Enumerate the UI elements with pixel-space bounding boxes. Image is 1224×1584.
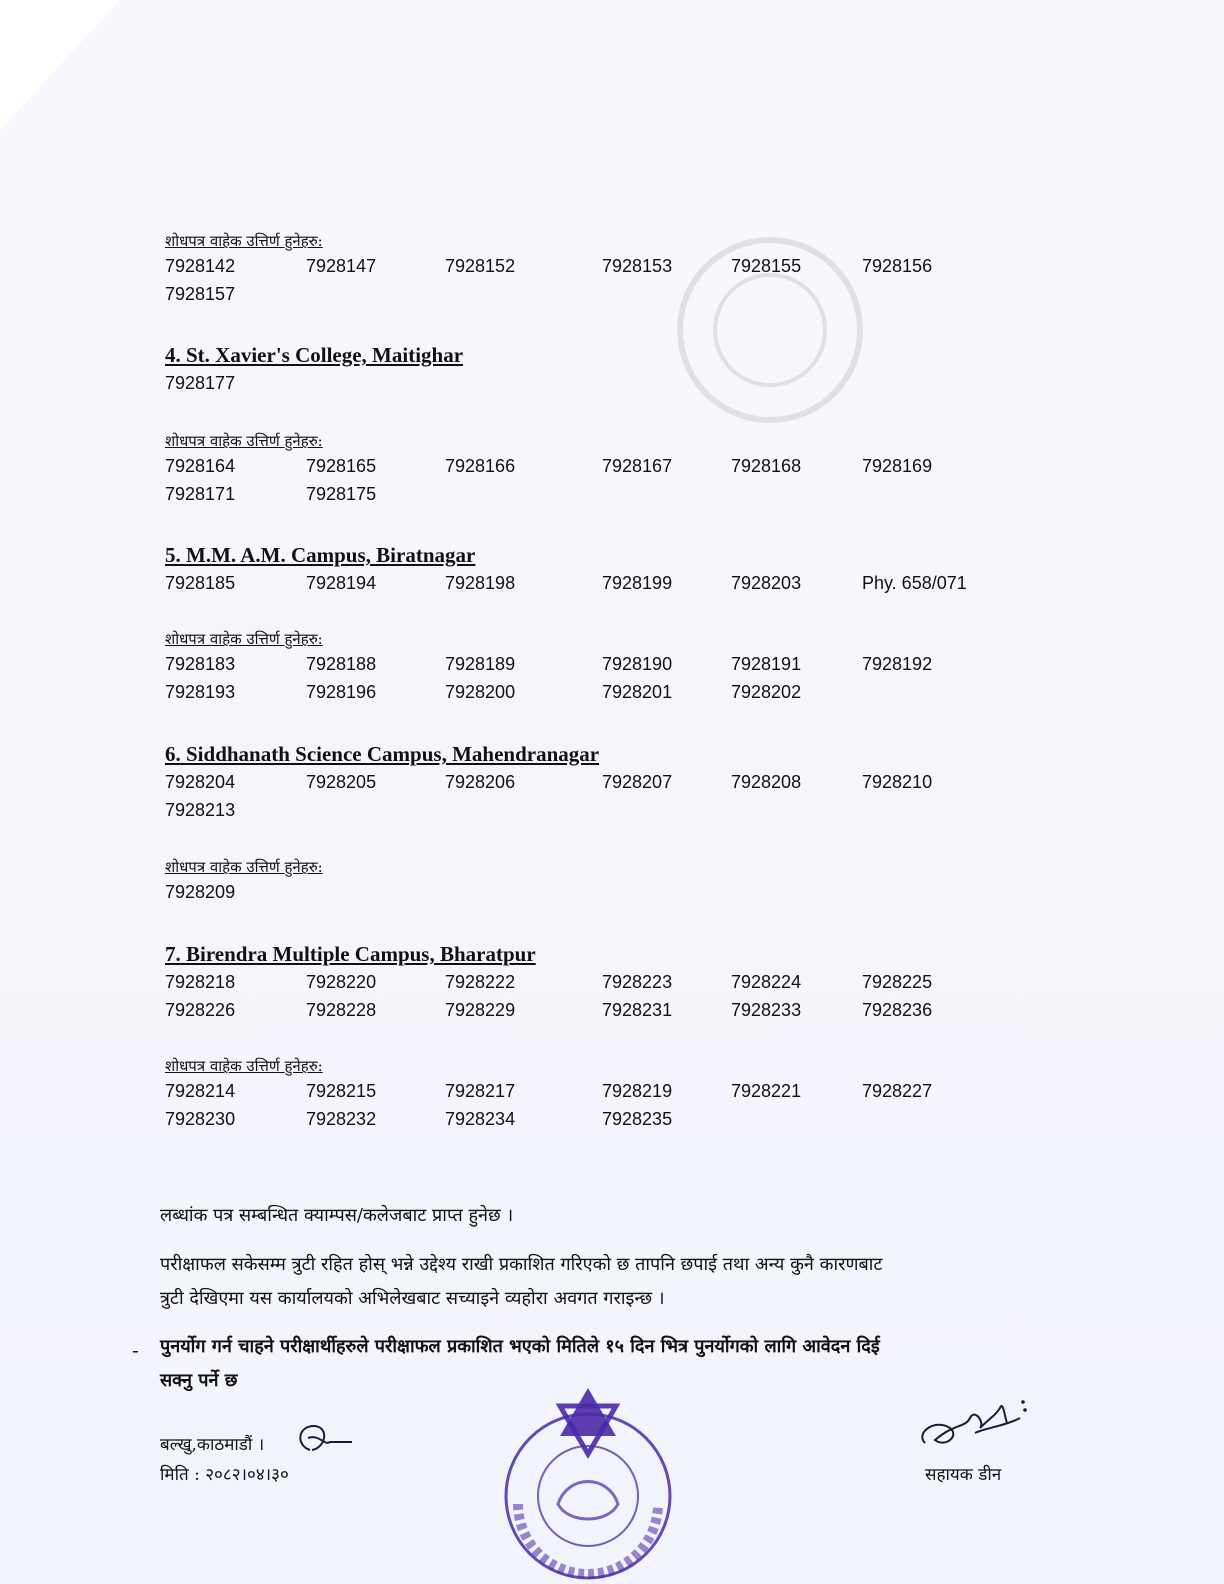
roll-number: 7928202 [731,682,802,702]
roll-number: 7928234 [445,1109,516,1129]
recheck-note-line: पुनर्योग गर्न चाहने परीक्षार्थीहरुले परीक्षाफल प्रकाशित भएको मितिले १५ दिन भित्र पुनर्योगको लागि आवेदन दिई [160,1336,880,1357]
section-subheading: शोधपत्र वाहेक उत्तिर्ण हुनेहरु: [165,630,323,648]
roll-number: 7928188 [306,654,377,674]
roll-number: 7928230 [165,1109,236,1129]
section-subheading: शोधपत्र वाहेक उत्तिर्ण हुनेहरु: [165,432,323,450]
roll-number: 7928235 [602,1109,673,1129]
roll-number: 7928205 [306,772,377,792]
section-siddhanath-sub [165,858,1065,906]
section-heading: 6. Siddhanath Science Campus, Mahendranagar [165,742,600,766]
roll-number: 7928196 [306,682,377,702]
dean-signature [915,1388,1035,1458]
marksheet-note: लब्धांक पत्र सम्बन्धित क्याम्पस/कलेजबाट प्राप्त हुनेछ । [160,1205,514,1226]
number-row [165,650,1065,678]
roll-number: 7928142 [165,256,236,276]
roll-number: 7928225 [862,972,933,992]
section-heading: 4. St. Xavier's College, Maitighar [165,343,464,367]
section-mmam [165,542,1065,597]
roll-number: 7928222 [445,972,516,992]
section-subheading: शोधपत्र वाहेक उत्तिर्ण हुनेहरु: [165,858,323,876]
roll-number: 7928218 [165,972,236,992]
roll-number: 7928157 [165,284,236,304]
roll-number: 7928206 [445,772,516,792]
roll-number: 7928200 [445,682,516,702]
roll-number: 7928185 [165,573,236,593]
official-seal-stamp [488,1384,688,1584]
number-row [165,452,1065,480]
roll-number: 7928191 [731,654,802,674]
roll-number: 7928213 [165,800,236,820]
section-st-xaviers-sub [165,432,1065,508]
roll-number: 7928155 [731,256,802,276]
number-row [165,1077,1065,1105]
section-birendra-sub [165,1057,1065,1133]
number-row [165,878,1065,906]
section-subheading: शोधपत्र वाहेक उत्तिर्ण हुनेहरु: [165,232,323,250]
roll-number: 7928164 [165,456,236,476]
folded-corner [0,0,120,130]
roll-number: 7928217 [445,1081,516,1101]
recheck-note-line: सक्नु पर्ने छ [160,1370,238,1391]
roll-number: 7928193 [165,682,236,702]
number-row [165,1105,1065,1133]
roll-number: 7928183 [165,654,236,674]
roll-number: 7928210 [862,772,933,792]
roll-number: 7928224 [731,972,802,992]
roll-number: 7928166 [445,456,516,476]
number-row [165,569,1065,597]
roll-number: 7928233 [731,1000,802,1020]
number-row [165,280,1065,308]
roll-number: 7928194 [306,573,377,593]
bullet-dash: - [132,1338,139,1362]
signatory-title: सहायक डीन [925,1465,1002,1485]
section-heading: 7. Birendra Multiple Campus, Bharatpur [165,942,536,966]
roll-number: 7928232 [306,1109,377,1129]
section-birendra [165,941,1065,1024]
section-continuation [165,232,1065,308]
section-subheading: शोधपत्र वाहेक उत्तिर्ण हुनेहरु: [165,1057,323,1075]
roll-number: 7928189 [445,654,516,674]
roll-number: 7928153 [602,256,673,276]
number-row [165,968,1065,996]
roll-number: 7928209 [165,882,236,902]
roll-number: 7928198 [445,573,516,593]
number-row [165,480,1065,508]
roll-number: 7928167 [602,456,673,476]
roll-number: 7928203 [731,573,802,593]
roll-number: 7928223 [602,972,673,992]
roll-number: 7928175 [306,484,377,504]
number-row [165,369,1065,397]
roll-number: 7928219 [602,1081,673,1101]
roll-number: 7928220 [306,972,377,992]
roll-number: 7928165 [306,456,377,476]
roll-number: 7928199 [602,573,673,593]
number-row [165,796,1065,824]
roll-number: 7928156 [862,256,933,276]
error-note-line: परीक्षाफल सकेसम्म त्रुटी रहित होस् भन्ने उद्देश्य राखी प्रकाशित गरिएको छ तापनि छपाई तथा अन्य कुनै कारणबाट [160,1254,883,1275]
section-mmam-sub [165,630,1065,706]
roll-number: 7928147 [306,256,377,276]
roll-number: 7928215 [306,1081,377,1101]
roll-number: 7928226 [165,1000,236,1020]
roll-number: 7928171 [165,484,236,504]
roll-number: 7928208 [731,772,802,792]
roll-number: Phy. 658/071 [862,573,967,593]
roll-number: 7928227 [862,1081,933,1101]
roll-number: 7928190 [602,654,673,674]
roll-number: 7928177 [165,373,236,393]
roll-number: 7928152 [445,256,516,276]
roll-number: 7928207 [602,772,673,792]
roll-number: 7928214 [165,1081,236,1101]
roll-number: 7928229 [445,1000,516,1020]
roll-number: 7928192 [862,654,933,674]
section-st-xaviers [165,342,1065,397]
number-row [165,768,1065,796]
section-siddhanath [165,741,1065,824]
date-text: मिति : २०८२।०४।३० [160,1465,289,1485]
roll-number: 7928231 [602,1000,673,1020]
roll-number: 7928168 [731,456,802,476]
error-note [160,1248,1070,1316]
roll-number: 7928221 [731,1081,802,1101]
roll-number: 7928204 [165,772,236,792]
roll-number: 7928228 [306,1000,377,1020]
place-text: बल्खु,काठमाडौं । [160,1435,265,1455]
error-note-line: त्रुटी देखिएमा यस कार्यालयको अभिलेखबाट सच्याइने व्यहोरा अवगत गराइन्छ । [160,1288,665,1309]
roll-number: 7928169 [862,456,933,476]
number-row [165,252,1065,280]
number-row [165,678,1065,706]
number-row [165,996,1065,1024]
roll-number: 7928201 [602,682,673,702]
section-heading: 5. M.M. A.M. Campus, Biratnagar [165,543,476,567]
roll-number: 7928236 [862,1000,933,1020]
initial-signature [290,1420,360,1460]
